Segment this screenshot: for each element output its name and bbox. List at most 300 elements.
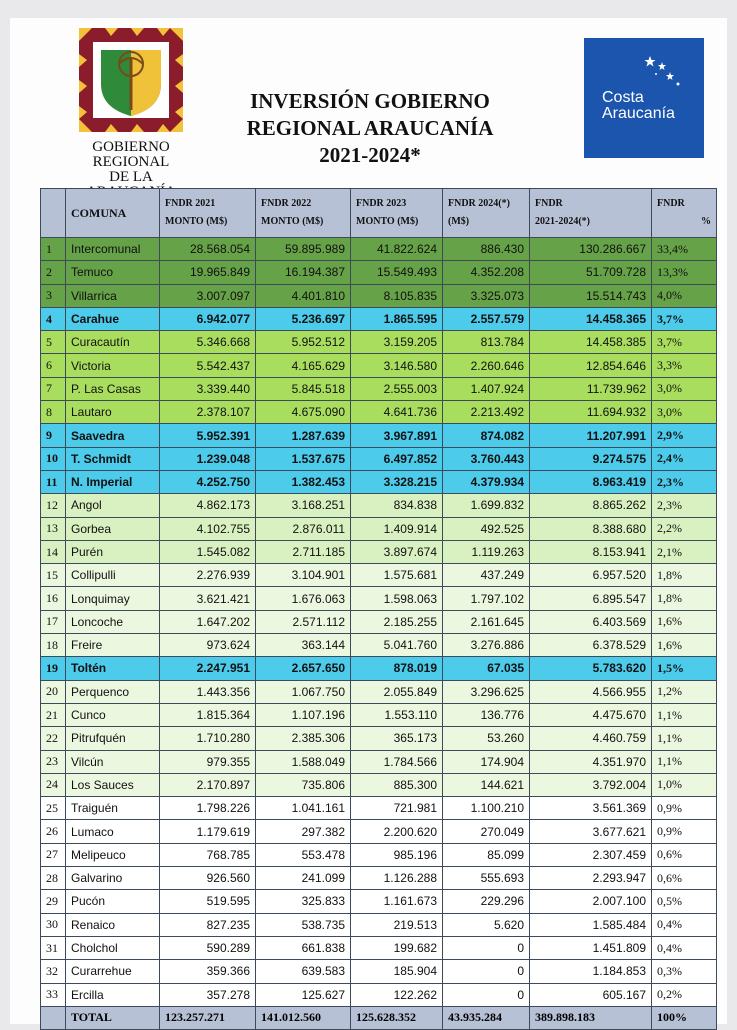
fndr-pct-cell: 2,3% bbox=[652, 494, 717, 517]
fndr-pct-cell: 1,8% bbox=[652, 587, 717, 610]
fndr-pct-cell: 2,3% bbox=[652, 470, 717, 493]
fndr-2023-cell: 365.173 bbox=[351, 727, 443, 750]
comuna-name: Ercilla bbox=[66, 983, 160, 1006]
fndr-pct-cell: 2,4% bbox=[652, 447, 717, 470]
row-index: 15 bbox=[41, 564, 66, 587]
row-index: 1 bbox=[41, 238, 66, 261]
fndr-2021-cell: 768.785 bbox=[160, 843, 256, 866]
fndr-2022-cell: 16.194.387 bbox=[256, 261, 351, 284]
fndr-2021-cell: 2.378.107 bbox=[160, 401, 256, 424]
fndr-2024-cell: 0 bbox=[443, 983, 530, 1006]
fndr-2021-cell: 19.965.849 bbox=[160, 261, 256, 284]
fndr-2023-cell: 878.019 bbox=[351, 657, 443, 680]
fndr-2024-cell: 1.100.210 bbox=[443, 797, 530, 820]
table-row bbox=[41, 447, 717, 470]
total-2024: 43.935.284 bbox=[443, 1006, 530, 1029]
fndr-2022-cell: 325.833 bbox=[256, 890, 351, 913]
fndr-pct-cell: 4,0% bbox=[652, 284, 717, 307]
fndr-2024-cell: 492.525 bbox=[443, 517, 530, 540]
row-index: 19 bbox=[41, 657, 66, 680]
fndr-2023-cell: 1.598.063 bbox=[351, 587, 443, 610]
comuna-name: Galvarino bbox=[66, 867, 160, 890]
table-row bbox=[41, 867, 717, 890]
row-index: 4 bbox=[41, 307, 66, 330]
comuna-name: P. Las Casas bbox=[66, 377, 160, 400]
total-index-cell bbox=[41, 1006, 66, 1029]
fndr-2023-cell: 3.159.205 bbox=[351, 331, 443, 354]
fndr-total-cell: 11.739.962 bbox=[530, 377, 652, 400]
fndr-total-cell: 4.475.670 bbox=[530, 703, 652, 726]
fndr-2021-cell: 3.007.097 bbox=[160, 284, 256, 307]
fndr-2024-cell: 85.099 bbox=[443, 843, 530, 866]
comuna-name: N. Imperial bbox=[66, 470, 160, 493]
fndr-2022-cell: 639.583 bbox=[256, 960, 351, 983]
fndr-2022-cell: 125.627 bbox=[256, 983, 351, 1006]
fndr-2024-cell: 229.296 bbox=[443, 890, 530, 913]
row-index: 20 bbox=[41, 680, 66, 703]
fndr-2024-cell: 2.161.645 bbox=[443, 610, 530, 633]
fndr-2022-cell: 5.952.512 bbox=[256, 331, 351, 354]
fndr-2023-cell: 3.897.674 bbox=[351, 540, 443, 563]
fndr-2023-cell: 985.196 bbox=[351, 843, 443, 866]
title-line2: REGIONAL ARAUCANÍA bbox=[246, 116, 494, 140]
table-row bbox=[41, 354, 717, 377]
comuna-name: Melipeuco bbox=[66, 843, 160, 866]
fndr-pct-cell: 3,0% bbox=[652, 401, 717, 424]
comuna-name: Toltén bbox=[66, 657, 160, 680]
fndr-2021-cell: 590.289 bbox=[160, 936, 256, 959]
table-row bbox=[41, 983, 717, 1006]
fndr-2022-cell: 297.382 bbox=[256, 820, 351, 843]
row-index: 30 bbox=[41, 913, 66, 936]
fndr-2022-cell: 1.041.161 bbox=[256, 797, 351, 820]
table-row bbox=[41, 843, 717, 866]
fndr-2021-cell: 1.239.048 bbox=[160, 447, 256, 470]
fndr-2023-cell: 41.822.624 bbox=[351, 238, 443, 261]
row-index: 13 bbox=[41, 517, 66, 540]
gobierno-regional-logo bbox=[66, 28, 196, 200]
row-index: 9 bbox=[41, 424, 66, 447]
fndr-2024-cell: 3.296.625 bbox=[443, 680, 530, 703]
table-row bbox=[41, 261, 717, 284]
fndr-2021-cell: 1.443.356 bbox=[160, 680, 256, 703]
table-row bbox=[41, 564, 717, 587]
fndr-total-cell: 3.677.621 bbox=[530, 820, 652, 843]
table-row bbox=[41, 494, 717, 517]
fndr-2024-cell: 3.276.886 bbox=[443, 634, 530, 657]
table-row bbox=[41, 517, 717, 540]
fndr-pct-cell: 0,2% bbox=[652, 983, 717, 1006]
row-index: 12 bbox=[41, 494, 66, 517]
row-index: 24 bbox=[41, 773, 66, 796]
fndr-total-cell: 6.957.520 bbox=[530, 564, 652, 587]
comuna-name: Vilcún bbox=[66, 750, 160, 773]
fndr-2024-cell: 2.557.579 bbox=[443, 307, 530, 330]
fndr-2021-cell: 3.621.421 bbox=[160, 587, 256, 610]
fndr-2024-cell: 0 bbox=[443, 960, 530, 983]
comuna-name: Carahue bbox=[66, 307, 160, 330]
table-row bbox=[41, 890, 717, 913]
fndr-2022-cell: 1.382.453 bbox=[256, 470, 351, 493]
fndr-total-cell: 4.351.970 bbox=[530, 750, 652, 773]
fndr-total-cell: 3.792.004 bbox=[530, 773, 652, 796]
fndr-2023-cell: 3.328.215 bbox=[351, 470, 443, 493]
fndr-2023-cell: 3.967.891 bbox=[351, 424, 443, 447]
col-header-comuna: COMUNA bbox=[66, 189, 160, 238]
fndr-2021-cell: 1.647.202 bbox=[160, 610, 256, 633]
fndr-total-cell: 11.694.932 bbox=[530, 401, 652, 424]
fndr-2021-cell: 28.568.054 bbox=[160, 238, 256, 261]
fndr-2022-cell: 2.385.306 bbox=[256, 727, 351, 750]
fndr-2024-cell: 813.784 bbox=[443, 331, 530, 354]
row-index: 32 bbox=[41, 960, 66, 983]
comuna-name: Freire bbox=[66, 634, 160, 657]
fndr-2024-cell: 136.776 bbox=[443, 703, 530, 726]
regional-emblem-icon bbox=[79, 28, 183, 132]
fndr-2022-cell: 538.735 bbox=[256, 913, 351, 936]
fndr-2024-cell: 1.119.263 bbox=[443, 540, 530, 563]
fndr-2021-cell: 359.366 bbox=[160, 960, 256, 983]
fndr-2021-cell: 1.798.226 bbox=[160, 797, 256, 820]
fndr-2021-cell: 4.102.755 bbox=[160, 517, 256, 540]
fndr-pct-cell: 2,1% bbox=[652, 540, 717, 563]
fndr-total-cell: 2.307.459 bbox=[530, 843, 652, 866]
comuna-name: Cunco bbox=[66, 703, 160, 726]
fndr-2024-cell: 555.693 bbox=[443, 867, 530, 890]
table-row bbox=[41, 238, 717, 261]
fndr-2023-cell: 2.185.255 bbox=[351, 610, 443, 633]
comuna-name: Intercomunal bbox=[66, 238, 160, 261]
fndr-2024-cell: 5.620 bbox=[443, 913, 530, 936]
table-row bbox=[41, 750, 717, 773]
table-row bbox=[41, 470, 717, 493]
row-index: 6 bbox=[41, 354, 66, 377]
col-header-fndr-2023: FNDR 2023 MONTO (M$) bbox=[351, 189, 443, 238]
fndr-2022-cell: 1.676.063 bbox=[256, 587, 351, 610]
comuna-name: Perquenco bbox=[66, 680, 160, 703]
fndr-total-cell: 8.388.680 bbox=[530, 517, 652, 540]
fndr-2022-cell: 5.845.518 bbox=[256, 377, 351, 400]
fndr-pct-cell: 0,4% bbox=[652, 936, 717, 959]
fndr-2024-cell: 1.407.924 bbox=[443, 377, 530, 400]
table-row bbox=[41, 797, 717, 820]
fndr-2021-cell: 4.862.173 bbox=[160, 494, 256, 517]
brand-line1: Costa bbox=[602, 89, 644, 106]
fndr-2024-cell: 2.260.646 bbox=[443, 354, 530, 377]
fndr-pct-cell: 1,1% bbox=[652, 750, 717, 773]
table-row bbox=[41, 913, 717, 936]
col-header-fndr-total: FNDR 2021-2024(*) bbox=[530, 189, 652, 238]
row-index: 17 bbox=[41, 610, 66, 633]
fndr-pct-cell: 2,2% bbox=[652, 517, 717, 540]
org-name-line1: GOBIERNO REGIONAL bbox=[92, 139, 170, 170]
stars-icon bbox=[640, 52, 690, 92]
fndr-total-cell: 2.007.100 bbox=[530, 890, 652, 913]
fndr-total-cell: 4.460.759 bbox=[530, 727, 652, 750]
row-index: 33 bbox=[41, 983, 66, 1006]
fndr-2024-cell: 2.213.492 bbox=[443, 401, 530, 424]
fndr-2023-cell: 2.555.003 bbox=[351, 377, 443, 400]
fndr-2024-cell: 886.430 bbox=[443, 238, 530, 261]
fndr-2021-cell: 2.276.939 bbox=[160, 564, 256, 587]
costa-araucania-logo bbox=[584, 38, 704, 158]
fndr-total-cell: 6.895.547 bbox=[530, 587, 652, 610]
title-line3: 2021-2024* bbox=[319, 143, 421, 167]
fndr-2022-cell: 5.236.697 bbox=[256, 307, 351, 330]
fndr-total-cell: 8.865.262 bbox=[530, 494, 652, 517]
fndr-total-cell: 8.963.419 bbox=[530, 470, 652, 493]
table-row bbox=[41, 587, 717, 610]
fndr-pct-cell: 0,9% bbox=[652, 820, 717, 843]
fndr-2022-cell: 1.588.049 bbox=[256, 750, 351, 773]
comuna-name: Los Sauces bbox=[66, 773, 160, 796]
fndr-2022-cell: 2.571.112 bbox=[256, 610, 351, 633]
comuna-name: Temuco bbox=[66, 261, 160, 284]
fndr-total-cell: 11.207.991 bbox=[530, 424, 652, 447]
fndr-pct-cell: 0,6% bbox=[652, 843, 717, 866]
table-header-row bbox=[41, 189, 717, 238]
fndr-2022-cell: 2.657.650 bbox=[256, 657, 351, 680]
row-index: 22 bbox=[41, 727, 66, 750]
fndr-2021-cell: 5.346.668 bbox=[160, 331, 256, 354]
fndr-2024-cell: 1.797.102 bbox=[443, 587, 530, 610]
table-row bbox=[41, 634, 717, 657]
fndr-2024-cell: 4.352.208 bbox=[443, 261, 530, 284]
table-row bbox=[41, 401, 717, 424]
fndr-total-cell: 6.378.529 bbox=[530, 634, 652, 657]
row-index: 28 bbox=[41, 867, 66, 890]
comuna-name: T. Schmidt bbox=[66, 447, 160, 470]
fndr-2021-cell: 1.545.082 bbox=[160, 540, 256, 563]
row-index: 3 bbox=[41, 284, 66, 307]
fndr-2023-cell: 3.146.580 bbox=[351, 354, 443, 377]
row-index: 8 bbox=[41, 401, 66, 424]
col-header-fndr-2024: FNDR 2024(*) (M$) bbox=[443, 189, 530, 238]
fndr-2024-cell: 270.049 bbox=[443, 820, 530, 843]
fndr-2023-cell: 1.865.595 bbox=[351, 307, 443, 330]
fndr-2021-cell: 4.252.750 bbox=[160, 470, 256, 493]
fndr-2021-cell: 1.710.280 bbox=[160, 727, 256, 750]
fndr-pct-cell: 0,6% bbox=[652, 867, 717, 890]
fndr-2021-cell: 5.542.437 bbox=[160, 354, 256, 377]
fndr-2022-cell: 59.895.989 bbox=[256, 238, 351, 261]
fndr-pct-cell: 0,5% bbox=[652, 890, 717, 913]
comuna-name: Loncoche bbox=[66, 610, 160, 633]
fndr-2023-cell: 122.262 bbox=[351, 983, 443, 1006]
fndr-2021-cell: 3.339.440 bbox=[160, 377, 256, 400]
fndr-2023-cell: 1.575.681 bbox=[351, 564, 443, 587]
fndr-pct-cell: 1,0% bbox=[652, 773, 717, 796]
fndr-2023-cell: 1.553.110 bbox=[351, 703, 443, 726]
fndr-pct-cell: 3,7% bbox=[652, 331, 717, 354]
table-row bbox=[41, 377, 717, 400]
fndr-pct-cell: 1,6% bbox=[652, 610, 717, 633]
comuna-name: Villarrica bbox=[66, 284, 160, 307]
document-sheet bbox=[10, 18, 727, 1024]
fndr-2023-cell: 5.041.760 bbox=[351, 634, 443, 657]
fndr-pct-cell: 1,8% bbox=[652, 564, 717, 587]
fndr-total-cell: 14.458.365 bbox=[530, 307, 652, 330]
fndr-2022-cell: 1.107.196 bbox=[256, 703, 351, 726]
fndr-2021-cell: 5.952.391 bbox=[160, 424, 256, 447]
fndr-2024-cell: 437.249 bbox=[443, 564, 530, 587]
fndr-2024-cell: 53.260 bbox=[443, 727, 530, 750]
fndr-2021-cell: 357.278 bbox=[160, 983, 256, 1006]
comuna-name: Pitrufquén bbox=[66, 727, 160, 750]
costa-araucania-brand bbox=[602, 90, 675, 122]
brand-line2: Araucanía bbox=[602, 105, 675, 122]
fndr-2022-cell: 735.806 bbox=[256, 773, 351, 796]
fndr-2023-cell: 185.904 bbox=[351, 960, 443, 983]
comuna-name: Renaico bbox=[66, 913, 160, 936]
table-row bbox=[41, 657, 717, 680]
fndr-2021-cell: 6.942.077 bbox=[160, 307, 256, 330]
page-title bbox=[210, 88, 530, 169]
fndr-2023-cell: 199.682 bbox=[351, 936, 443, 959]
fndr-2023-cell: 2.200.620 bbox=[351, 820, 443, 843]
comuna-name: Traiguén bbox=[66, 797, 160, 820]
row-index: 23 bbox=[41, 750, 66, 773]
fndr-2023-cell: 4.641.736 bbox=[351, 401, 443, 424]
row-index: 11 bbox=[41, 470, 66, 493]
fndr-2023-cell: 2.055.849 bbox=[351, 680, 443, 703]
fndr-pct-cell: 2,9% bbox=[652, 424, 717, 447]
fndr-2022-cell: 1.287.639 bbox=[256, 424, 351, 447]
total-all: 389.898.183 bbox=[530, 1006, 652, 1029]
fndr-2022-cell: 4.165.629 bbox=[256, 354, 351, 377]
title-line1: INVERSIÓN GOBIERNO bbox=[250, 89, 490, 113]
fndr-2022-cell: 241.099 bbox=[256, 867, 351, 890]
fndr-2022-cell: 1.537.675 bbox=[256, 447, 351, 470]
fndr-2024-cell: 67.035 bbox=[443, 657, 530, 680]
fndr-pct-cell: 0,4% bbox=[652, 913, 717, 936]
fndr-total-cell: 3.561.369 bbox=[530, 797, 652, 820]
fndr-pct-cell: 1,5% bbox=[652, 657, 717, 680]
table-row bbox=[41, 820, 717, 843]
fndr-2022-cell: 661.838 bbox=[256, 936, 351, 959]
table-row bbox=[41, 960, 717, 983]
table-row bbox=[41, 936, 717, 959]
fndr-total-cell: 15.514.743 bbox=[530, 284, 652, 307]
comuna-name: Curarrehue bbox=[66, 960, 160, 983]
comuna-name: Cholchol bbox=[66, 936, 160, 959]
row-index: 25 bbox=[41, 797, 66, 820]
fndr-2022-cell: 4.675.090 bbox=[256, 401, 351, 424]
fndr-2024-cell: 4.379.934 bbox=[443, 470, 530, 493]
fndr-2022-cell: 1.067.750 bbox=[256, 680, 351, 703]
fndr-total-cell: 4.566.955 bbox=[530, 680, 652, 703]
fndr-2022-cell: 553.478 bbox=[256, 843, 351, 866]
fndr-2021-cell: 2.247.951 bbox=[160, 657, 256, 680]
comuna-name: Purén bbox=[66, 540, 160, 563]
fndr-2021-cell: 2.170.897 bbox=[160, 773, 256, 796]
fndr-2023-cell: 1.126.288 bbox=[351, 867, 443, 890]
fndr-2021-cell: 926.560 bbox=[160, 867, 256, 890]
fndr-2024-cell: 0 bbox=[443, 936, 530, 959]
table-row bbox=[41, 610, 717, 633]
table-row bbox=[41, 331, 717, 354]
comuna-name: Victoria bbox=[66, 354, 160, 377]
fndr-pct-cell: 1,1% bbox=[652, 727, 717, 750]
table-row bbox=[41, 727, 717, 750]
table-row bbox=[41, 307, 717, 330]
fndr-2023-cell: 885.300 bbox=[351, 773, 443, 796]
fndr-2024-cell: 3.325.073 bbox=[443, 284, 530, 307]
fndr-2023-cell: 15.549.493 bbox=[351, 261, 443, 284]
org-name-line2: DE LA bbox=[109, 169, 153, 185]
fndr-2024-cell: 174.904 bbox=[443, 750, 530, 773]
fndr-total-cell: 2.293.947 bbox=[530, 867, 652, 890]
total-2023: 125.628.352 bbox=[351, 1006, 443, 1029]
comuna-name: Saavedra bbox=[66, 424, 160, 447]
fndr-2022-cell: 3.168.251 bbox=[256, 494, 351, 517]
fndr-2021-cell: 827.235 bbox=[160, 913, 256, 936]
row-index: 5 bbox=[41, 331, 66, 354]
total-2021: 123.257.271 bbox=[160, 1006, 256, 1029]
fndr-pct-cell: 3,7% bbox=[652, 307, 717, 330]
fndr-pct-cell: 13,3% bbox=[652, 261, 717, 284]
fndr-2023-cell: 6.497.852 bbox=[351, 447, 443, 470]
row-index: 26 bbox=[41, 820, 66, 843]
row-index: 31 bbox=[41, 936, 66, 959]
comuna-name: Gorbea bbox=[66, 517, 160, 540]
fndr-2023-cell: 721.981 bbox=[351, 797, 443, 820]
row-index: 14 bbox=[41, 540, 66, 563]
fndr-pct-cell: 1,2% bbox=[652, 680, 717, 703]
fndr-total-cell: 1.451.809 bbox=[530, 936, 652, 959]
total-label: TOTAL bbox=[66, 1006, 160, 1029]
fndr-2022-cell: 2.876.011 bbox=[256, 517, 351, 540]
fndr-pct-cell: 33,4% bbox=[652, 238, 717, 261]
fndr-total-cell: 12.854.646 bbox=[530, 354, 652, 377]
fndr-total-cell: 8.153.941 bbox=[530, 540, 652, 563]
fndr-2024-cell: 144.621 bbox=[443, 773, 530, 796]
fndr-2023-cell: 219.513 bbox=[351, 913, 443, 936]
fndr-2021-cell: 519.595 bbox=[160, 890, 256, 913]
fndr-2022-cell: 363.144 bbox=[256, 634, 351, 657]
row-index: 18 bbox=[41, 634, 66, 657]
table-row bbox=[41, 540, 717, 563]
fndr-2022-cell: 4.401.810 bbox=[256, 284, 351, 307]
fndr-2024-cell: 1.699.832 bbox=[443, 494, 530, 517]
fndr-total-cell: 51.709.728 bbox=[530, 261, 652, 284]
row-index: 21 bbox=[41, 703, 66, 726]
row-index: 10 bbox=[41, 447, 66, 470]
table-row bbox=[41, 680, 717, 703]
col-header-fndr-2022: FNDR 2022 MONTO (M$) bbox=[256, 189, 351, 238]
total-pct: 100% bbox=[652, 1006, 717, 1029]
table-row bbox=[41, 773, 717, 796]
row-index: 2 bbox=[41, 261, 66, 284]
fndr-2021-cell: 973.624 bbox=[160, 634, 256, 657]
fndr-total-cell: 605.167 bbox=[530, 983, 652, 1006]
total-row bbox=[41, 1006, 717, 1029]
fndr-total-cell: 14.458.385 bbox=[530, 331, 652, 354]
row-index: 7 bbox=[41, 377, 66, 400]
fndr-2023-cell: 1.161.673 bbox=[351, 890, 443, 913]
fndr-pct-cell: 0,3% bbox=[652, 960, 717, 983]
total-2022: 141.012.560 bbox=[256, 1006, 351, 1029]
fndr-2021-cell: 979.355 bbox=[160, 750, 256, 773]
fndr-pct-cell: 1,1% bbox=[652, 703, 717, 726]
fndr-pct-cell: 3,3% bbox=[652, 354, 717, 377]
comuna-name: Lautaro bbox=[66, 401, 160, 424]
fndr-2023-cell: 1.409.914 bbox=[351, 517, 443, 540]
table-row bbox=[41, 424, 717, 447]
fndr-2021-cell: 1.179.619 bbox=[160, 820, 256, 843]
fndr-pct-cell: 0,9% bbox=[652, 797, 717, 820]
fndr-total-cell: 9.274.575 bbox=[530, 447, 652, 470]
